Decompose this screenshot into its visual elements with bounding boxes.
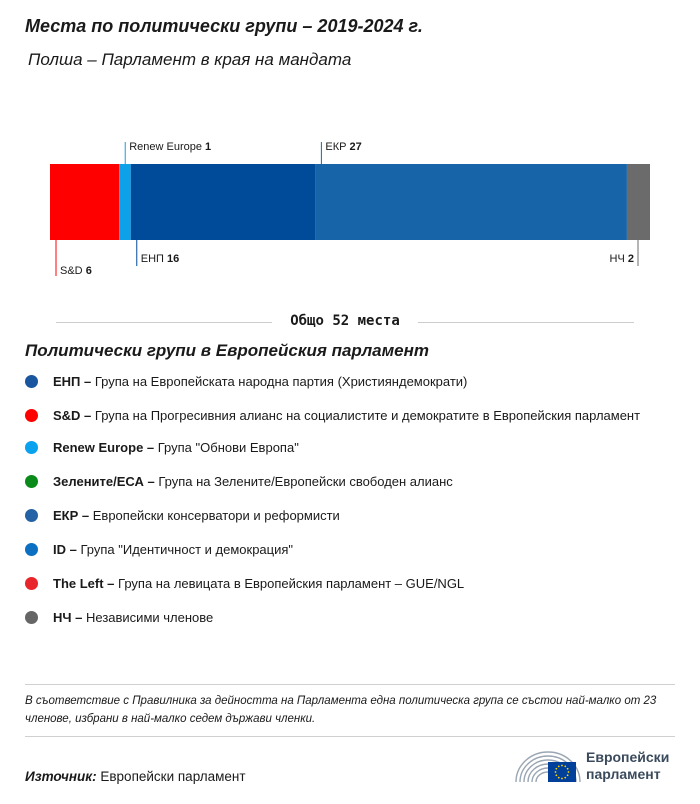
eu-star-icon (561, 778, 563, 780)
eu-star-icon (558, 765, 560, 767)
eu-star-icon (555, 774, 557, 776)
legend-abbr: Зелените/ЕСА – (53, 474, 155, 489)
bar-segment-2 (131, 164, 316, 240)
eu-star-icon (555, 771, 557, 773)
segment-label-3: ЕКР 27 (325, 141, 362, 153)
divider-top (25, 684, 675, 685)
logo-line-2: парламент (586, 766, 661, 782)
legend-abbr: НЧ – (53, 610, 83, 625)
parliament-hemicycle-icon (514, 746, 582, 786)
legend-item (25, 574, 665, 593)
legend-color-dot (25, 375, 38, 388)
legend-text: Група на Зелените/Европейски свободен алианс (154, 474, 453, 489)
legend-text: Група "Обнови Европа" (154, 440, 299, 455)
bar-segment-3 (315, 164, 627, 240)
legend-item (25, 472, 665, 491)
total-rule-right (418, 322, 634, 323)
footnote: В съответствие с Правилника за дейността на Парламента една политическа група се състои най-малко от 23 членове, избрани в най-малко седем държави членки. (25, 695, 657, 725)
legend-abbr: ЕКР – (53, 508, 90, 523)
eu-star-icon (567, 768, 569, 770)
bar-segment-1 (119, 164, 131, 240)
source-line (25, 769, 246, 784)
legend-abbr: The Left – (53, 576, 115, 591)
legend-color-dot (25, 441, 38, 454)
legend-title: Политически групи в Европейския парламент (25, 341, 430, 360)
legend-abbr: ЕНП – (53, 374, 92, 389)
segment-label-1: Renew Europe 1 (129, 141, 212, 153)
source-text: Европейски парламент (100, 769, 246, 784)
chart-title: Места по политически групи – 2019-2024 г. (25, 16, 423, 36)
total-seats-label: Общо 52 места (290, 313, 400, 329)
legend-item (25, 406, 665, 425)
eu-star-icon (561, 765, 563, 767)
bar-segment-4 (627, 164, 650, 240)
legend-color-dot (25, 611, 38, 624)
segment-label-2: ЕНП 16 (140, 253, 180, 265)
legend-text: Група на левицата в Европейския парламент – GUE/NGL (114, 576, 465, 591)
legend-color-dot (25, 543, 38, 556)
eu-star-icon (564, 765, 566, 767)
segment-label-4: НЧ 2 (609, 253, 634, 265)
legend-color-dot (25, 577, 38, 590)
legend-color-dot (25, 409, 38, 422)
eu-star-icon (568, 771, 570, 773)
legend-text: Група на Европейската народна партия (Християндемократи) (91, 374, 468, 389)
chart-subtitle: Полша – Парламент в края на мандата (28, 50, 352, 69)
legend-text: Независими членове (82, 610, 214, 625)
logo-line-1: Европейски (586, 749, 670, 765)
legend-text: Европейски консерватори и реформисти (89, 508, 340, 523)
bar-segment-0 (50, 164, 119, 240)
legend-item (25, 608, 665, 627)
legend-text: Група "Идентичност и демокрация" (76, 542, 294, 557)
eu-star-icon (555, 768, 557, 770)
eu-star-icon (567, 774, 569, 776)
legend-color-dot (25, 509, 38, 522)
legend-abbr: S&D – (53, 408, 92, 423)
eu-star-icon (564, 777, 566, 779)
legend-item (25, 372, 665, 391)
legend-item (25, 540, 665, 559)
legend-item (25, 438, 665, 457)
divider-bottom (25, 736, 675, 737)
total-seats-row (56, 310, 634, 336)
legend-abbr: Renew Europe – (53, 440, 155, 455)
european-parliament-logo[interactable] (514, 746, 679, 786)
legend-color-dot (25, 475, 38, 488)
segment-label-0: S&D 6 (60, 265, 92, 277)
legend-abbr: ID – (53, 542, 77, 557)
legend-item (25, 506, 665, 525)
source-label: Източник: (25, 769, 97, 784)
logo-text (586, 749, 669, 783)
stacked-seat-bar-chart (0, 130, 700, 290)
eu-star-icon (558, 777, 560, 779)
legend-text: Група на Прогресивния алианс на социалистите и демократите в Европейския парламент (91, 408, 641, 423)
legend-list (25, 372, 665, 642)
